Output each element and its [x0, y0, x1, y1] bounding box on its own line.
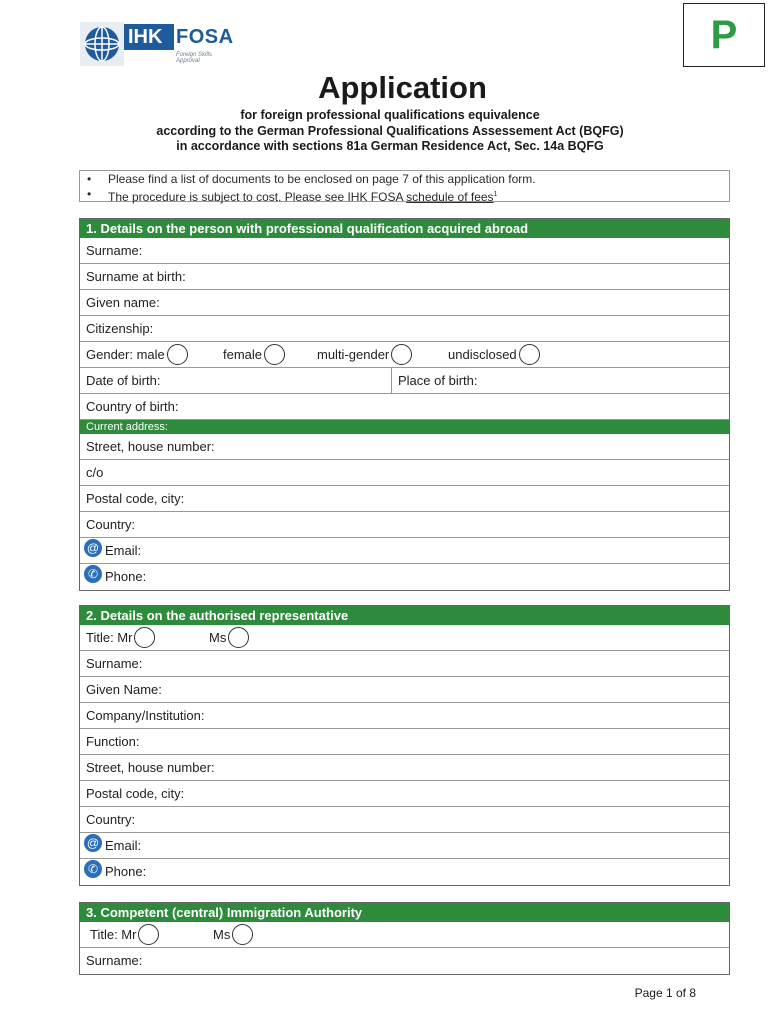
- section-representative: [79, 605, 730, 886]
- surname-at-birth-field[interactable]: Surname at birth:: [80, 264, 729, 290]
- title-ms-label: Ms: [213, 927, 231, 942]
- page-subtitle: [0, 108, 770, 155]
- form-code-box: P: [683, 3, 765, 67]
- title-ms-radio[interactable]: [232, 924, 253, 945]
- phone-label: Phone:: [105, 864, 147, 879]
- gender-female-option[interactable]: [223, 342, 285, 368]
- function-field[interactable]: Function:: [80, 729, 729, 755]
- title-ms-label: Ms: [209, 630, 227, 645]
- title-row: [80, 625, 729, 651]
- email-row[interactable]: [80, 538, 729, 564]
- ihk-fosa-logo: [80, 22, 234, 66]
- subtitle-line: according to the German Professional Qualifications Assessement Act (BQFG): [156, 123, 624, 138]
- surname-field[interactable]: Surname:: [86, 953, 143, 968]
- current-address-heading: Current address:: [80, 420, 729, 434]
- title-mr-option[interactable]: [90, 922, 159, 948]
- info-box: [79, 170, 730, 202]
- birth-row: [80, 368, 729, 394]
- bullet-icon: •: [87, 187, 92, 201]
- company-field[interactable]: Company/Institution:: [80, 703, 729, 729]
- surname-field[interactable]: Surname:: [80, 651, 729, 677]
- title-mr-option[interactable]: [86, 625, 155, 651]
- phone-label: Phone:: [105, 569, 147, 584]
- section-heading: 1. Details on the person with professional qualification acquired abroad: [80, 219, 729, 238]
- email-row[interactable]: [80, 833, 729, 859]
- street-field[interactable]: Street, house number:: [80, 434, 729, 460]
- title-ms-option[interactable]: [209, 625, 249, 651]
- info-text: The procedure is subject to cost. Please see IHK FOSA: [108, 190, 407, 204]
- email-icon: @: [84, 834, 102, 852]
- email-label: Email:: [105, 543, 142, 558]
- footnote-marker: 1: [493, 191, 498, 198]
- given-name-field[interactable]: Given Name:: [80, 677, 729, 703]
- title-mr-radio[interactable]: [138, 924, 159, 945]
- page-number: Page 1 of 8: [634, 986, 696, 1000]
- title-mr-label: Title: Mr: [90, 927, 137, 942]
- gender-undisclosed-option[interactable]: [448, 342, 540, 368]
- info-text: Please find a list of documents to be enclosed on page 7 of this application form.: [108, 172, 536, 186]
- title-mr-label: Title: Mr: [86, 630, 133, 645]
- logo-ihk: IHK: [124, 24, 174, 50]
- gender-male-label: Gender: male: [86, 347, 165, 362]
- logo-tagline: Foreign Skills Approval: [176, 52, 213, 64]
- section-immigration-authority: [79, 902, 730, 975]
- country-field[interactable]: Country:: [80, 512, 729, 538]
- gender-multi-label: multi-gender: [317, 347, 390, 362]
- gender-undisclosed-label: undisclosed: [448, 347, 517, 362]
- section-heading: 3. Competent (central) Immigration Authority: [80, 903, 729, 922]
- phone-icon: ✆: [84, 565, 102, 583]
- postal-code-city-field[interactable]: Postal code, city:: [80, 781, 729, 807]
- subtitle-line: in accordance with sections 81a German Residence Act, Sec. 14a BQFG: [176, 139, 604, 153]
- logo-fosa: FOSA: [176, 26, 234, 48]
- given-name-field[interactable]: Given name:: [80, 290, 729, 316]
- postal-code-city-field[interactable]: Postal code, city:: [80, 486, 729, 512]
- gender-female-radio[interactable]: [264, 344, 285, 365]
- title-row: [80, 922, 729, 948]
- street-field[interactable]: Street, house number:: [80, 755, 729, 781]
- citizenship-field[interactable]: Citizenship:: [80, 316, 729, 342]
- gender-male-option[interactable]: [86, 342, 188, 368]
- page-title: Application: [318, 70, 487, 105]
- info-bullet: [80, 187, 729, 202]
- gender-row: [80, 342, 729, 368]
- section-applicant: [79, 218, 730, 591]
- surname-field[interactable]: Surname:: [80, 238, 729, 264]
- gender-multi-option[interactable]: [317, 342, 412, 368]
- email-icon: @: [84, 539, 102, 557]
- info-bullet: [80, 172, 729, 187]
- country-of-birth-field[interactable]: Country of birth:: [80, 394, 729, 420]
- phone-row[interactable]: [80, 859, 729, 885]
- email-label: Email:: [105, 838, 142, 853]
- subtitle-line: for foreign professional qualifications equivalence: [240, 108, 540, 122]
- place-of-birth-field[interactable]: Place of birth:: [398, 373, 478, 388]
- title-mr-radio[interactable]: [134, 627, 155, 648]
- gender-multi-radio[interactable]: [391, 344, 412, 365]
- bullet-icon: •: [87, 172, 92, 186]
- phone-row[interactable]: [80, 564, 729, 590]
- section-heading: 2. Details on the authorised representative: [80, 606, 729, 625]
- country-field[interactable]: Country:: [80, 807, 729, 833]
- title-ms-radio[interactable]: [228, 627, 249, 648]
- date-of-birth-field[interactable]: Date of birth:: [86, 373, 161, 388]
- phone-icon: ✆: [84, 860, 102, 878]
- co-field[interactable]: c/o: [80, 460, 729, 486]
- gender-female-label: female: [223, 347, 263, 362]
- title-ms-option[interactable]: [213, 922, 253, 948]
- globe-icon: [80, 22, 124, 66]
- divider: [391, 368, 392, 393]
- schedule-of-fees-link[interactable]: schedule of fees: [406, 190, 494, 204]
- gender-male-radio[interactable]: [167, 344, 188, 365]
- gender-undisclosed-radio[interactable]: [519, 344, 540, 365]
